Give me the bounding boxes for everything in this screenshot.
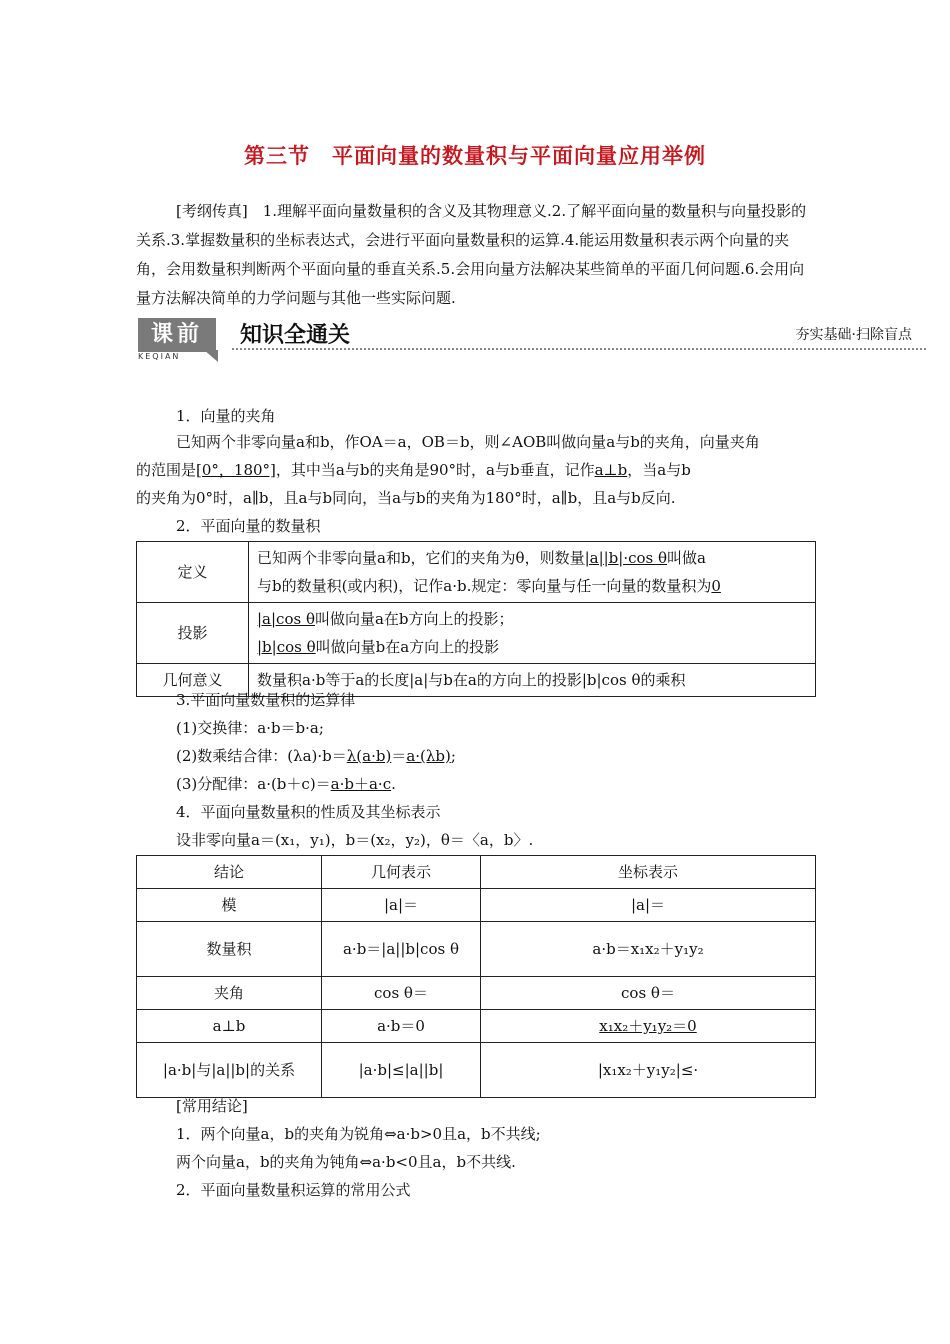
s5-line1: 1．两个向量a，b的夹角为锐角⇔a·b>0且a，b不共线; (176, 1125, 541, 1143)
s3-line3: (3)分配律：a·(b＋c)＝a·b＋a·c. (176, 775, 396, 793)
banner-divider (232, 348, 926, 350)
s2-heading: 2．平面向量的数量积 (176, 517, 321, 535)
s3-line1: (1)交换律：a·b＝b·a; (176, 719, 324, 737)
banner-box: 课前 (138, 318, 216, 352)
s4-heading: 4．平面向量数量积的性质及其坐标表示 (176, 803, 441, 821)
s3-line2: (2)数乘结合律：(λa)·b＝λ(a·b)＝a·(λb); (176, 747, 456, 765)
s1-line3: 的夹角为0°时，a∥b，且a与b同向，当a与b的夹角为180°时，a∥b，且a与b反向. (136, 489, 676, 507)
s1-line1: 已知两个非零向量a和b，作OA＝a，OB＝b，则∠AOB叫做向量a与b的夹角，向量夹角 (176, 433, 760, 451)
table-row: 定义 已知两个非零向量a和b，它们的夹角为θ，则数量|a||b|·cos θ叫做a 与b的数量积(或内积)，记作a·b.规定：零向量与任一向量的数量积为0 (137, 542, 816, 603)
s4-sub: 设非零向量a＝(x₁，y₁)，b＝(x₂，y₂)，θ＝〈a，b〉. (176, 831, 534, 849)
table-row: a⊥b a·b＝0 x₁x₂＋y₁y₂＝0 (137, 1010, 816, 1043)
s1-heading: 1．向量的夹角 (176, 407, 276, 425)
exam-outline: [考纲传真] 1.理解平面向量数量积的含义及其物理意义.2.了解平面向量的数量积与向量投影的关系.3.掌握数量积的坐标表达式，会进行平面向量数量积的运算.4.能运用数量积表示两个向量的夹角，会用数量积判断两个平面向量的垂直关系.5.会用向量方法解决某些简单的平面几何问题.6.会用向量方法解决简单的力学问题与其他一些实际问题. (136, 202, 807, 307)
banner-pinyin: KEQIAN (138, 352, 181, 361)
table-row: 夹角 cos θ＝ cos θ＝ (137, 977, 816, 1010)
dot-product-table (136, 541, 816, 697)
s5-heading: [常用结论] (176, 1097, 248, 1115)
table-row: 数量积 a·b＝|a||b|cos θ a·b＝x₁x₂＋y₁y₂ (137, 922, 816, 977)
page-title: 第三节 平面向量的数量积与平面向量应用举例 (244, 144, 706, 168)
s5-line3: 2．平面向量数量积运算的常用公式 (176, 1181, 411, 1199)
table-row: |a·b|与|a||b|的关系 |a·b|≤|a||b| |x₁x₂＋y₁y₂|≤· (137, 1043, 816, 1098)
section-banner (136, 318, 926, 362)
s3-heading: 3.平面向量数量积的运算律 (176, 691, 356, 709)
s5-line2: 两个向量a，b的夹角为钝角⇔a·b<0且a，b不共线. (176, 1153, 516, 1171)
banner-slogan: 夯实基础·扫除盲点 (795, 327, 912, 343)
banner-heading: 知识全通关 (240, 323, 351, 348)
s1-line2: 的范围是[0°，180°]，其中当a与b的夹角是90°时，a与b垂直，记作a⊥b，当a与b (136, 461, 691, 479)
banner-arrow-icon (204, 350, 218, 362)
table-row: 模 |a|＝ |a|＝ (137, 889, 816, 922)
properties-table (136, 855, 816, 1098)
table-header-row: 结论 几何表示 坐标表示 (137, 856, 816, 889)
table-row: 投影 |a|cos θ叫做向量a在b方向上的投影； |b|cos θ叫做向量b在a方向上的投影 (137, 603, 816, 664)
table-row: 几何意义 数量积a·b等于a的长度|a|与b在a的方向上的投影|b|cos θ的乘积 (137, 664, 816, 697)
